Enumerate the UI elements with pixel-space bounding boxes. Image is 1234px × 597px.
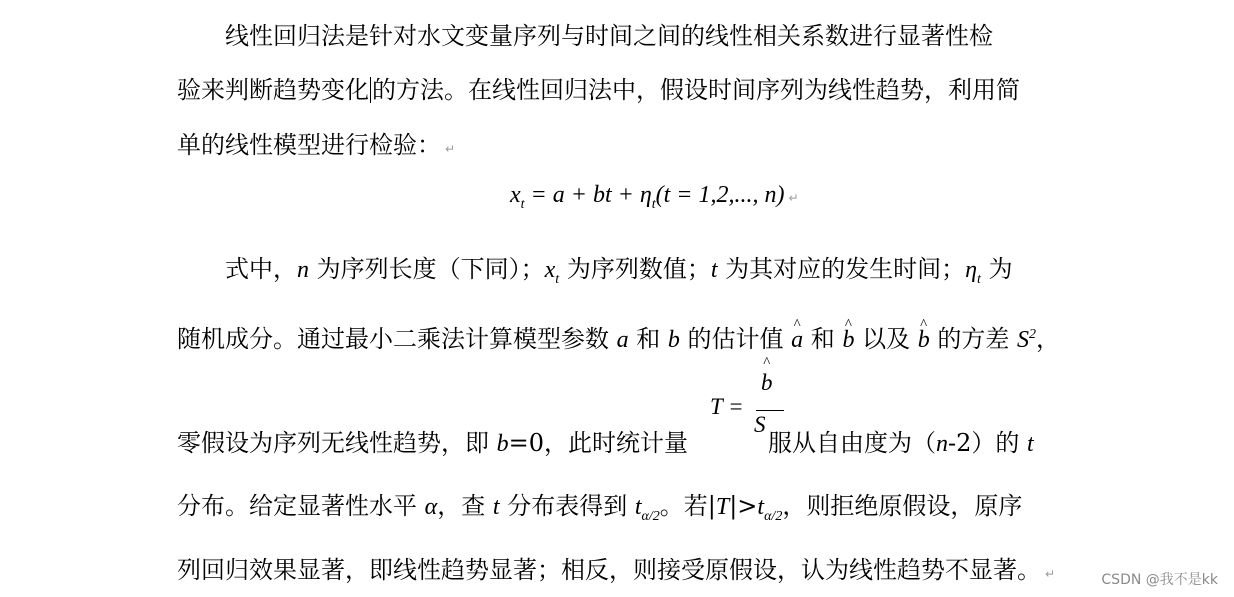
return-mark: ↵ [788, 191, 799, 205]
para1-text-2b: 的方法。在线性回归法中，假设时间序列为线性趋势，利用简 [372, 76, 1020, 104]
para1-text-1: 线性回归法是针对水文变量序列与时间之间的线性相关系数进行显著性检 [225, 22, 993, 50]
return-mark: ↵ [445, 142, 456, 156]
para2-line1: 式中，n 为序列长度（下同）；$x_t$ 为序列数值；t 为其对应的发生时间；$\eta_t$ 为 [225, 255, 1013, 287]
para3-line3: 列回归效果显著，即线性趋势显著；相反，则接受原假设，认为线性趋势不显著。 ↵ [177, 556, 1056, 584]
para3-line1: 零假设为序列无线性趋势，即 b=0，此时统计量 服从自由度为（n-2）的 t [177, 429, 1034, 457]
para1-text-2a: 验来判断趋势变化 [177, 76, 369, 104]
return-mark: ↵ [1045, 567, 1056, 581]
t-statistic-formula: T = ^ b S [708, 370, 788, 450]
csdn-watermark: CSDN @我不是kk [1101, 572, 1218, 588]
para2-line2: 随机成分。通过最小二乘法计算模型参数 a 和 b 的估计值 ^ a 和 ^ b 以及 ^ b 的方差 $S^2$， [177, 322, 1060, 356]
para1-line3 [177, 128, 455, 162]
text-cursor [370, 77, 371, 103]
regression-formula: $x_t = a$ + bt + $\eta_t(t = 1,2$,..., n) ↵ [510, 182, 799, 212]
fraction-bar [756, 410, 784, 411]
para1-line1 [225, 19, 993, 53]
para1-text-3: 单的线性模型进行检验： [177, 131, 441, 159]
para1-line2 [177, 73, 1020, 107]
para3-line2: 分布。给定显著性水平 α，查 t 分布表得到 $t_{\alpha/2}$。若$|T|>t_{\alpha/2}$，则拒绝原假设，原序 [177, 492, 1023, 524]
